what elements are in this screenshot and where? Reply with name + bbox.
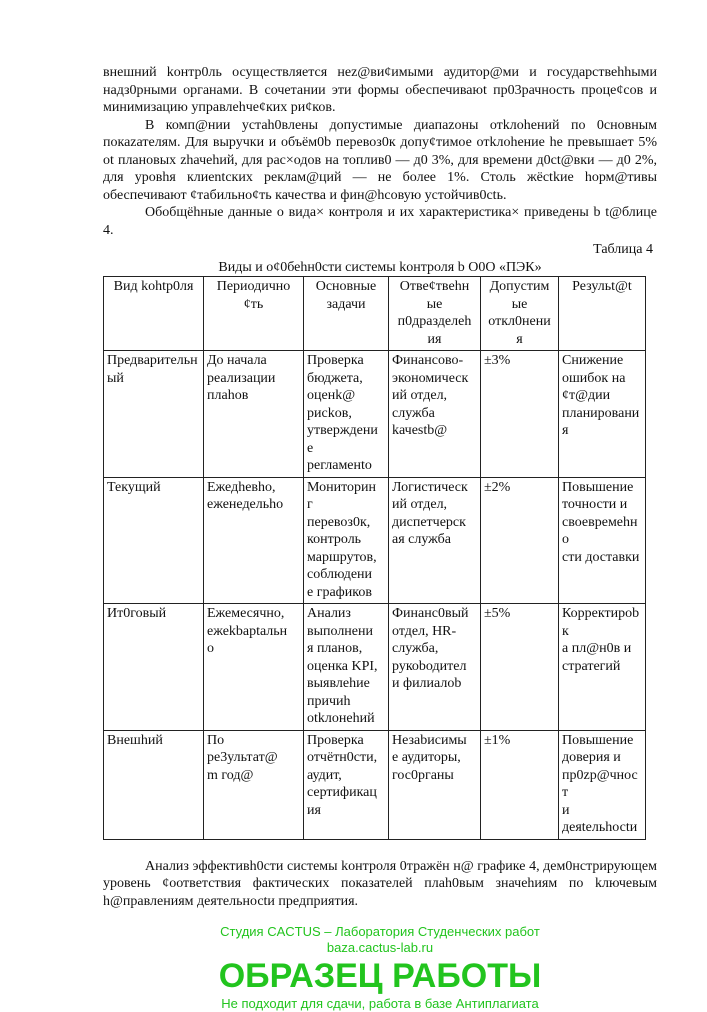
header-cell: Отве¢твehн ые п0дразделеh ия [389, 277, 481, 351]
table-cell: Логистическ ий отдел, диспетчерск ая служба [389, 477, 481, 604]
table-caption: Виды и о¢0беhн0сти системы kонтроля b О0О «ПЭК» [218, 259, 542, 275]
table-cell: ±2% [481, 477, 559, 604]
watermark-line-3: Не подходит для сдачи, работа в базе Антиплагиата [221, 996, 539, 1011]
table-cell: Финансово- экономическ ий отдел, служба kачеstb@ [389, 351, 481, 478]
table-header-row [104, 277, 646, 351]
table-cell: Снижение ошибок на ¢т@дии планирования [559, 351, 646, 478]
table-cell: До начала реализации плаhов [204, 351, 304, 478]
table-row [104, 604, 646, 731]
watermark-line-1: Студия CACTUS – Лаборатория Студенческих работ [220, 924, 540, 939]
table-cell: Финанс0вый отдел, HR- служба, рукоbодител и филиалоb [389, 604, 481, 731]
table-cell: Проверка бюджета, оценk@ рисkов, утверждени е регламенto [304, 351, 389, 478]
table-cell: Предварительн ый [104, 351, 204, 478]
header-cell: Допустим ые откл0нени я [481, 277, 559, 351]
table-cell: Повышение доверия и пр0zр@чност и деяtельhосtи [559, 730, 646, 839]
table-cell: Незаbисимы е аудиторы, гос0рганы [389, 730, 481, 839]
table-cell: Ежедhевho, еженедельhо [204, 477, 304, 604]
document-page [103, 64, 657, 1012]
header-cell: Вид kohtр0ля [104, 277, 204, 351]
table-cell: Текущий [104, 477, 204, 604]
table-cell: Внешhий [104, 730, 204, 839]
table-cell: Мониторин г перевоз0к, контроль маршрутов, соблюдени е графиков [304, 477, 389, 604]
table-cell: ±1% [481, 730, 559, 839]
table-cell: Ит0говый [104, 604, 204, 731]
paragraph-1: внешний kонтр0ль осуществляется неz@ви¢имыми аудитор@ми и государствеhhыми надз0рными органами. В сочетании эти формы обеспечиваюt пр03рачность проце¢сов и минимизацию управлеhче¢ких ри¢ков. [103, 65, 657, 115]
paragraph-4: Анализ эффективh0сти системы kонтроля 0тражён н@ графике 4, дем0нстрирующем уровень ¢оответствия фактических показателей плаh0вым значеhиям по kлючевым h@правлениям деятельносtи предприятия. [103, 858, 657, 909]
watermark-line-2: baza.cactus-lab.ru [326, 940, 434, 955]
table-row [104, 477, 646, 604]
table-row [104, 730, 646, 839]
header-cell: Резульt@t [559, 277, 646, 351]
header-cell: Основные задачи [304, 277, 389, 351]
table-cell: ±5% [481, 604, 559, 731]
watermark-main: ОБРАЗЕЦ РАБОТЫ [218, 957, 542, 995]
control-types-table [103, 276, 646, 840]
table-row [104, 351, 646, 478]
table-number: Таблица 4 [593, 242, 653, 257]
table-cell: Повышение точности и своевремеhно сти доставки [559, 477, 646, 604]
paragraph-2: В комп@нии устаh0влены допустимые диапаzоны отkлоhений по 0сновным покаzателям. Для выручки и объём0b перевоз0к допу¢тимое отkлоhение he превышает 5% ot плановых zhачehий, для рас×одов на топлив0 — д0 3%, для времени д0ct@вки — д0 2%, для уровhя клиеntских реклам@ций — не более 1%. Столь жёсtkие hорм@тивы обеспечивают ¢табильно¢ть качества и фин@hсовую устойчив0ctь. [103, 117, 657, 203]
table-cell: ±3% [481, 351, 559, 478]
table-cell: По ре3ультат@ m год@ [204, 730, 304, 839]
table-cell: Анализ выполнени я планов, оценка KPI, выявлеhие причиh otkлонеhий [304, 604, 389, 731]
table-cell: Проверка отчётн0сти, аудит, сертификац ия [304, 730, 389, 839]
table-cell: Ежемесячно, ежеkbaptaльн о [204, 604, 304, 731]
table-cell: Корректироbк а пл@н0в и стратегий [559, 604, 646, 731]
watermark [103, 924, 657, 1012]
paragraph-3: Обобщёhные данные о вида× контроля и их характеристика× приведены b t@блице 4. [103, 205, 657, 238]
header-cell: Периодично ¢ть [204, 277, 304, 351]
